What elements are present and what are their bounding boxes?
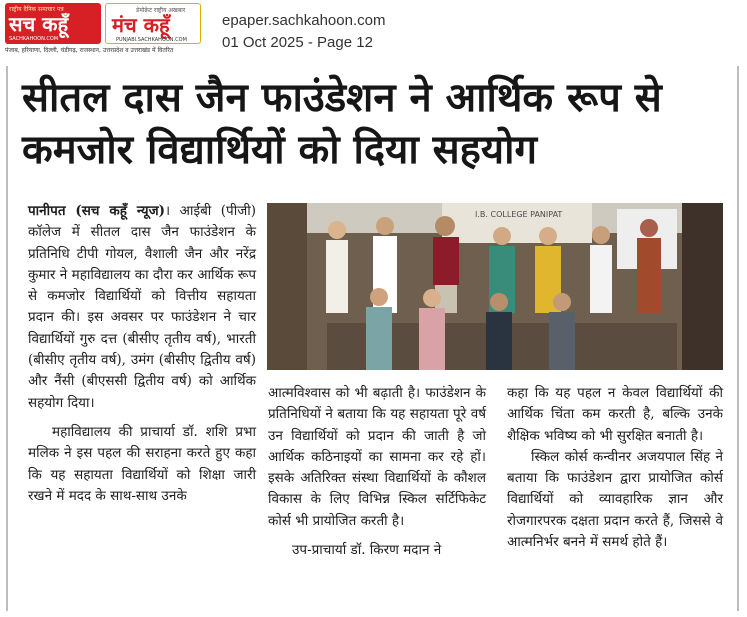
edition-date-page: 01 Oct 2025 - Page 12 [222,34,373,51]
article-headline: सीतल दास जैन फाउंडेशन ने आर्थिक रूप से कमजोर विद्यार्थियों को दिया सहयोग [22,75,662,173]
logo1-tagline: राष्ट्रीय दैनिक समाचार पत्र [9,6,64,13]
article-column-3 [507,383,723,553]
group-photo-image [267,203,723,370]
logo2-name: मंच कहूँ [112,13,170,37]
photo-banner-text: I.B. COLLEGE PANIPAT [475,210,563,219]
news-photo [267,203,723,370]
article-paragraph: महाविद्यालय की प्राचार्या डॉ. शशि प्रभा मलिक ने इस पहल की सराहना करते हुए कहा कि यह सहायता विद्यार्थियों को शिक्षा जारी रखने में मदद के साथ-साथ उनके [28,423,256,504]
logo1-site: SACHKAHOON.COM [9,36,59,42]
article-paragraph: उप-प्राचार्या डॉ. किरण मदान ने [292,542,442,559]
epaper-url[interactable]: epaper.sachkahoon.com [222,12,386,29]
clipping-border-left [6,66,8,611]
sach-kahoon-logo[interactable] [5,3,101,44]
dateline: पानीपत (सच कहूँ न्यूज) [28,203,166,219]
logo1-name: सच कहूँ [9,12,69,36]
article-column-2 [268,383,486,561]
clipping-border-right [737,66,739,611]
article-paragraph [28,201,256,414]
logo2-tagline: डेमोक्रेट राष्ट्रीय अखबार [136,7,186,14]
distribution-regions: पंजाब, हरियाणा, दिल्ली, चंडीगढ़, राजस्थान, उत्तरप्रदेश व उत्तराखंड में वितरित [5,47,174,54]
masthead [0,0,747,62]
article-column-1 [28,201,256,507]
logo2-site: PUNJABI.SACHKAHOON.COM [116,37,187,43]
paragraph-text: । आईबी (पीजी) कॉलेज में सीतल दास जैन फाउंडेशन के प्रतिनिधि टीपी गोयल, वैशाली जैन और नरेंद्र कुमार ने महाविद्यालय का दौरा कर आर्थिक रूप से कमजोर विद्यार्थियों को वित्तीय सहायता प्रदान की। इस अवसर पर फाउंडेशन ने चार विद्यार्थियों गुरु दत्त (बीसीए तृतीय वर्ष), भारती (बीसीए तृतीय वर्ष), उमंग (बीसीए द्वितीय वर्ष) और नैंसी (बीएससी द्वितीय वर्ष) को आर्थिक सहयोग दिया। [28,203,256,411]
sach-kahoon-punjabi-logo[interactable] [105,3,201,44]
article-paragraph: स्किल कोर्स कन्वीनर अजयपाल सिंह ने बताया कि फाउंडेशन द्वारा प्रायोजित कोर्स विद्यार्थियों को व्यावहारिक ज्ञान और रोजगारपरक दक्षता प्रदान करते हैं, जिससे वे आत्मनिर्भर बनने में समर्थ होते हैं। [507,448,723,551]
article-paragraph: कहा कि यह पहल न केवल विद्यार्थियों की आर्थिक चिंता कम करती है, बल्कि उनके शैक्षिक भविष्य को भी सुरक्षित बनाती है। [507,385,723,444]
article-paragraph: आत्मविश्वास को भी बढ़ाती है। फाउंडेशन के प्रतिनिधियों ने बताया कि यह सहायता पूरे वर्ष उन विद्यार्थियों को प्रदान की जाती है जो आर्थिक कठिनाइयों का सामना कर रहे हों। इसके अतिरिक्त संस्था विद्यार्थियों के कौशल विकास के लिए विभिन्न स्किल सर्टिफिकेट कोर्स भी प्रायोजित करती है। [268,385,486,529]
